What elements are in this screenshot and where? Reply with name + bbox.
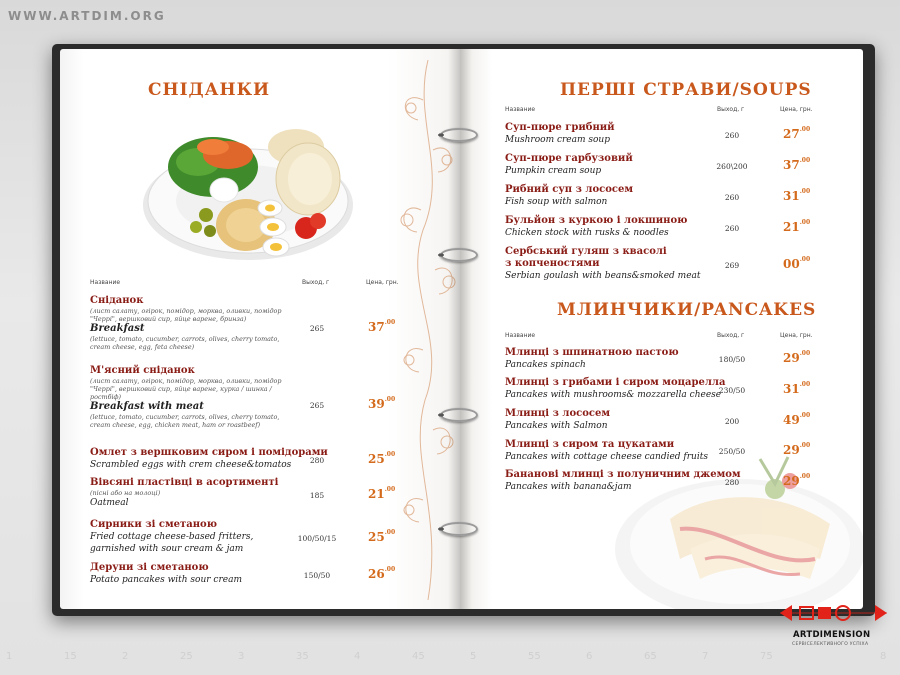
- logo-wordmark: ARTDIMENSION: [793, 630, 871, 640]
- item-name-en: Serbian goulash with beans&smoked meat: [505, 271, 701, 281]
- right-page: [460, 49, 863, 609]
- item-name-en: Pancakes with banana&jam: [505, 482, 632, 492]
- menu-item: [505, 122, 615, 146]
- soups-header-weight: Выход, г: [717, 106, 745, 113]
- item-weight: 265: [309, 324, 325, 333]
- item-name-ua: Бульйон з куркою і локшиною: [505, 215, 688, 226]
- menu-item: [90, 562, 290, 586]
- item-weight: 150/50: [303, 571, 331, 580]
- item-name-ua: Деруни зі сметаною: [90, 562, 209, 573]
- item-weight: 280: [724, 478, 740, 487]
- left-header-weight: Выход, г: [302, 279, 330, 286]
- item-name-ua: Млинці з грибами і сиром моцарелла: [505, 377, 726, 388]
- item-name-ua: Вівсяні пластівці в асортименті: [90, 477, 279, 488]
- item-weight: 260: [724, 224, 740, 233]
- item-name-ua: Суп-пюре гарбузовий: [505, 153, 633, 164]
- item-name-ua: Млинці з сиром та цукатами: [505, 439, 675, 450]
- menu-item: [90, 365, 290, 429]
- ruler-label: 2: [122, 651, 129, 662]
- pancakes-header-name: Название: [505, 332, 536, 339]
- item-price: $25^{.00}$: [368, 529, 396, 544]
- ruler-label: 7: [702, 651, 709, 662]
- item-desc-en: (lettuce, tomato, cucumber, carrots, olives, cherry tomato, cream cheese, egg, chicken meat, ham or roastbeef): [90, 413, 280, 429]
- ruler-label: 75: [760, 651, 773, 662]
- item-name-ua: Омлет з вершковим сиром і помідорами: [90, 447, 328, 458]
- binder-ring: [440, 408, 478, 422]
- item-name-en: Pancakes spinach: [505, 360, 586, 370]
- item-name-en: Mushroom cream soup: [505, 135, 610, 145]
- menu-item: [505, 439, 708, 463]
- item-weight: 185: [309, 491, 325, 500]
- item-weight: 260: [724, 193, 740, 202]
- item-price: $31^{.00}$: [783, 188, 811, 203]
- pancakes-header-price: Цена, грн.: [780, 332, 813, 339]
- binder-ring: [440, 248, 478, 262]
- item-weight: 265: [309, 401, 325, 410]
- item-price: $37^{.00}$: [783, 157, 811, 172]
- item-price: $37^{.00}$: [368, 319, 396, 334]
- item-name-ua: М'ясний сніданок: [90, 365, 195, 376]
- soups-header-name: Название: [505, 106, 536, 113]
- item-name-en: Breakfast: [90, 323, 145, 334]
- pancakes-header-weight: Выход, г: [717, 332, 745, 339]
- pancakes-title: МЛИНЧИКИ/PANCAKES: [557, 300, 817, 320]
- site-url: WWW.ARTDIM.ORG: [8, 9, 166, 23]
- ruler-label: 65: [644, 651, 657, 662]
- item-name-en: Oatmeal: [90, 498, 129, 508]
- item-name-ua: Млинці з лососем: [505, 408, 611, 419]
- ruler-label: 8: [880, 651, 887, 662]
- item-weight: 200: [724, 417, 740, 426]
- item-price: $00^{.00}$: [783, 256, 811, 271]
- left-header-name: Название: [90, 279, 121, 286]
- ruler-label: 35: [296, 651, 309, 662]
- item-weight: 250/50: [718, 447, 746, 456]
- ruler-label: 6: [586, 651, 593, 662]
- ruler-label: 45: [412, 651, 425, 662]
- item-name-ua: Рибний суп з лососем: [505, 184, 634, 195]
- item-price: $31^{.00}$: [783, 381, 811, 396]
- item-weight: 180/50: [718, 355, 746, 364]
- menu-item: [90, 519, 290, 555]
- menu-item: [90, 477, 290, 509]
- item-weight: 280: [309, 456, 325, 465]
- item-weight: 269: [724, 261, 740, 270]
- item-name-en: Pancakes with Salmon: [505, 421, 608, 431]
- item-price: $29^{.00}$: [783, 473, 811, 488]
- item-price: $21^{.00}$: [368, 486, 396, 501]
- item-name-ua: Млинці з шпинатною пастою: [505, 347, 679, 358]
- item-price: $29^{.00}$: [783, 442, 811, 457]
- breakfast-plate-image: [128, 107, 358, 267]
- left-header-price: Цена, грн.: [366, 279, 399, 286]
- item-name-en: Breakfast with meat: [90, 401, 204, 412]
- ruler-label: 4: [354, 651, 361, 662]
- ruler-label: 25: [180, 651, 193, 662]
- binder-ring: [440, 522, 478, 536]
- item-desc-ua: (лист салату, огірок, помідор, морква, оливки, помідор "Черрі", вершковий сир, яйце варене, курка / шинка / ростбіф): [90, 377, 282, 401]
- item-price: $49^{.00}$: [783, 412, 811, 427]
- soups-header-price: Цена, грн.: [780, 106, 813, 113]
- menu-item: [90, 447, 328, 471]
- menu-item: [505, 246, 701, 282]
- item-name-en: Scrambled eggs with crem cheese&tomatos: [90, 460, 292, 470]
- menu-item: [505, 377, 725, 401]
- item-name-ua: Сербський гуляш з квасолі з копченостями: [505, 246, 667, 269]
- menu-item: [505, 153, 633, 177]
- ruler-label: 15: [64, 651, 77, 662]
- item-price: $25^{.00}$: [368, 451, 396, 466]
- item-weight: 260\200: [716, 162, 748, 171]
- item-name-en: Pancakes with mushrooms& mozzarella cheese: [505, 390, 722, 400]
- item-name-ua: Сирники зі сметаною: [90, 519, 217, 530]
- breakfast-title: СНІДАНКИ: [148, 80, 271, 100]
- menu-item: [505, 184, 633, 208]
- item-name-ua: Суп-пюре грибний: [505, 122, 615, 133]
- item-name-ua: Бананові млинці з полуничним джемом: [505, 469, 741, 480]
- item-desc-ua: (лист салату, огірок, помідор, морква, оливки, помідор "Черрі", вершковий сир, яйце варене, бринза): [90, 307, 282, 323]
- soups-title: ПЕРШІ СТРАВИ/SOUPS: [560, 80, 812, 100]
- menu-item: [505, 408, 610, 432]
- item-name-en: Fried cottage cheese-based fritters, garnished with sour cream & jam: [90, 532, 254, 554]
- logo-slogan: СЕРВІСЕЛЕКТИВНОГО УСПІХА: [792, 642, 869, 647]
- item-weight: 230/50: [718, 386, 746, 395]
- item-price: $29^{.00}$: [783, 350, 811, 365]
- ruler-label: 3: [238, 651, 245, 662]
- ruler-label: 1: [6, 651, 13, 662]
- menu-item: [505, 347, 679, 371]
- menu-item: [505, 469, 741, 493]
- item-price: $26^{.00}$: [368, 566, 396, 581]
- binder-ring: [440, 128, 478, 142]
- item-name-en: Chicken stock with rusks & noodles: [505, 228, 669, 238]
- ruler-label: 55: [528, 651, 541, 662]
- menu-item: [90, 295, 290, 351]
- item-price: $27^{.00}$: [783, 126, 811, 141]
- item-name-ua: Сніданок: [90, 295, 144, 306]
- item-desc-en: (lettuce, tomato, cucumber, carrots, olives, cherry tomato, cream cheese, egg, feta cheese): [90, 335, 280, 351]
- item-desc-ua: (пісні або на молоці): [90, 489, 161, 497]
- item-price: $21^{.00}$: [783, 219, 811, 234]
- item-weight: 260: [724, 131, 740, 140]
- menu-item: [505, 215, 687, 239]
- item-name-en: Pumpkin cream soup: [505, 166, 602, 176]
- item-name-en: Potato pancakes with sour cream: [90, 575, 242, 585]
- item-price: $39^{.00}$: [368, 396, 396, 411]
- item-name-en: Fish soup with salmon: [505, 197, 608, 207]
- ruler-label: 5: [470, 651, 477, 662]
- item-weight: 100/50/15: [297, 534, 337, 543]
- item-name-en: Pancakes with cottage cheese candied fruits: [505, 452, 708, 462]
